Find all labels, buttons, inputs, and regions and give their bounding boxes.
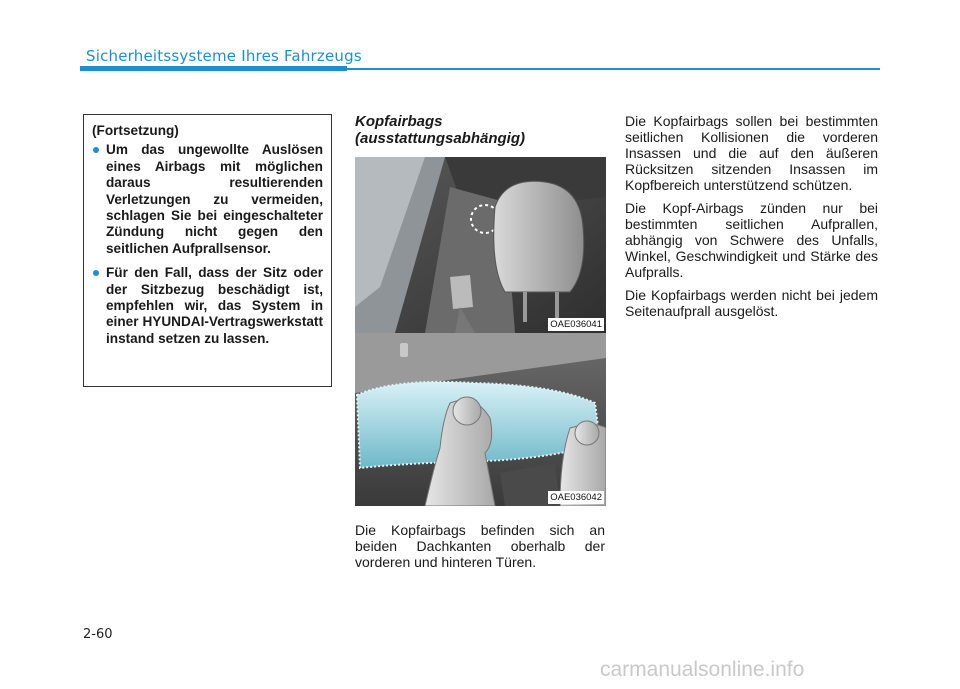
curtain-airbag-illustration bbox=[355, 333, 606, 506]
header-accent-bar bbox=[80, 66, 347, 71]
figure-code: OAE036042 bbox=[550, 492, 602, 503]
section-header-title: Sicherheitssysteme Ihres Fahrzeugs bbox=[86, 47, 362, 65]
middle-column-text bbox=[355, 522, 605, 577]
paragraph: Die Kopfairbags befinden sich an beiden Dachkanten oberhalb der vorderen und hinteren Türen. bbox=[355, 522, 605, 570]
figure-airbag-deployed bbox=[355, 333, 606, 506]
interior-pillar-illustration bbox=[355, 157, 606, 333]
section-title-line: Kopfairbags bbox=[355, 113, 443, 130]
warning-bullet-text: Um das ungewollte Auslösen eines Airbags mit möglichen daraus resultierenden Verletzungen zu vermeiden, schlagen Sie bei eingeschalteter Zündung nicht gegen den seitlichen Aufprallsensor. bbox=[106, 142, 323, 256]
figure-code: OAE036041 bbox=[550, 319, 602, 330]
section-title bbox=[355, 113, 605, 147]
warning-bullet bbox=[92, 265, 323, 347]
bullet-dot-icon bbox=[93, 147, 99, 153]
warning-bullet bbox=[92, 142, 323, 257]
section-subtitle-line: (ausstattungsabhängig) bbox=[355, 130, 526, 147]
warning-box bbox=[83, 114, 332, 387]
header-rule bbox=[347, 68, 880, 70]
figure-airbag-sensor-location bbox=[355, 157, 606, 333]
paragraph: Die Kopfairbags sollen bei bestimmten seitlichen Kollisionen die vorderen Insassen und die auf den äußeren Rücksitzen sitzenden Insassen im Kopfbereich unterstützend schützen. bbox=[625, 113, 878, 193]
warning-title: (Fortsetzung) bbox=[92, 123, 179, 138]
page-number: 2-60 bbox=[83, 627, 113, 642]
watermark: carmanualsonline.info bbox=[600, 658, 805, 681]
bullet-dot-icon bbox=[93, 270, 99, 276]
paragraph: Die Kopf-Airbags zünden nur bei bestimmten seitlichen Aufprallen, abhängig von Schwere des Unfalls, Winkel, Geschwindigkeit und Stärke des Aufpralls. bbox=[625, 200, 878, 280]
warning-bullet-text: Für den Fall, dass der Sitz oder der Sitzbezug beschädigt ist, empfehlen wir, das System in einer HYUNDAI-Vertragswerkstatt instand setzen zu lassen. bbox=[106, 265, 323, 346]
paragraph: Die Kopfairbags werden nicht bei jedem Seitenaufprall ausgelöst. bbox=[625, 287, 878, 319]
right-column-text bbox=[625, 113, 878, 326]
